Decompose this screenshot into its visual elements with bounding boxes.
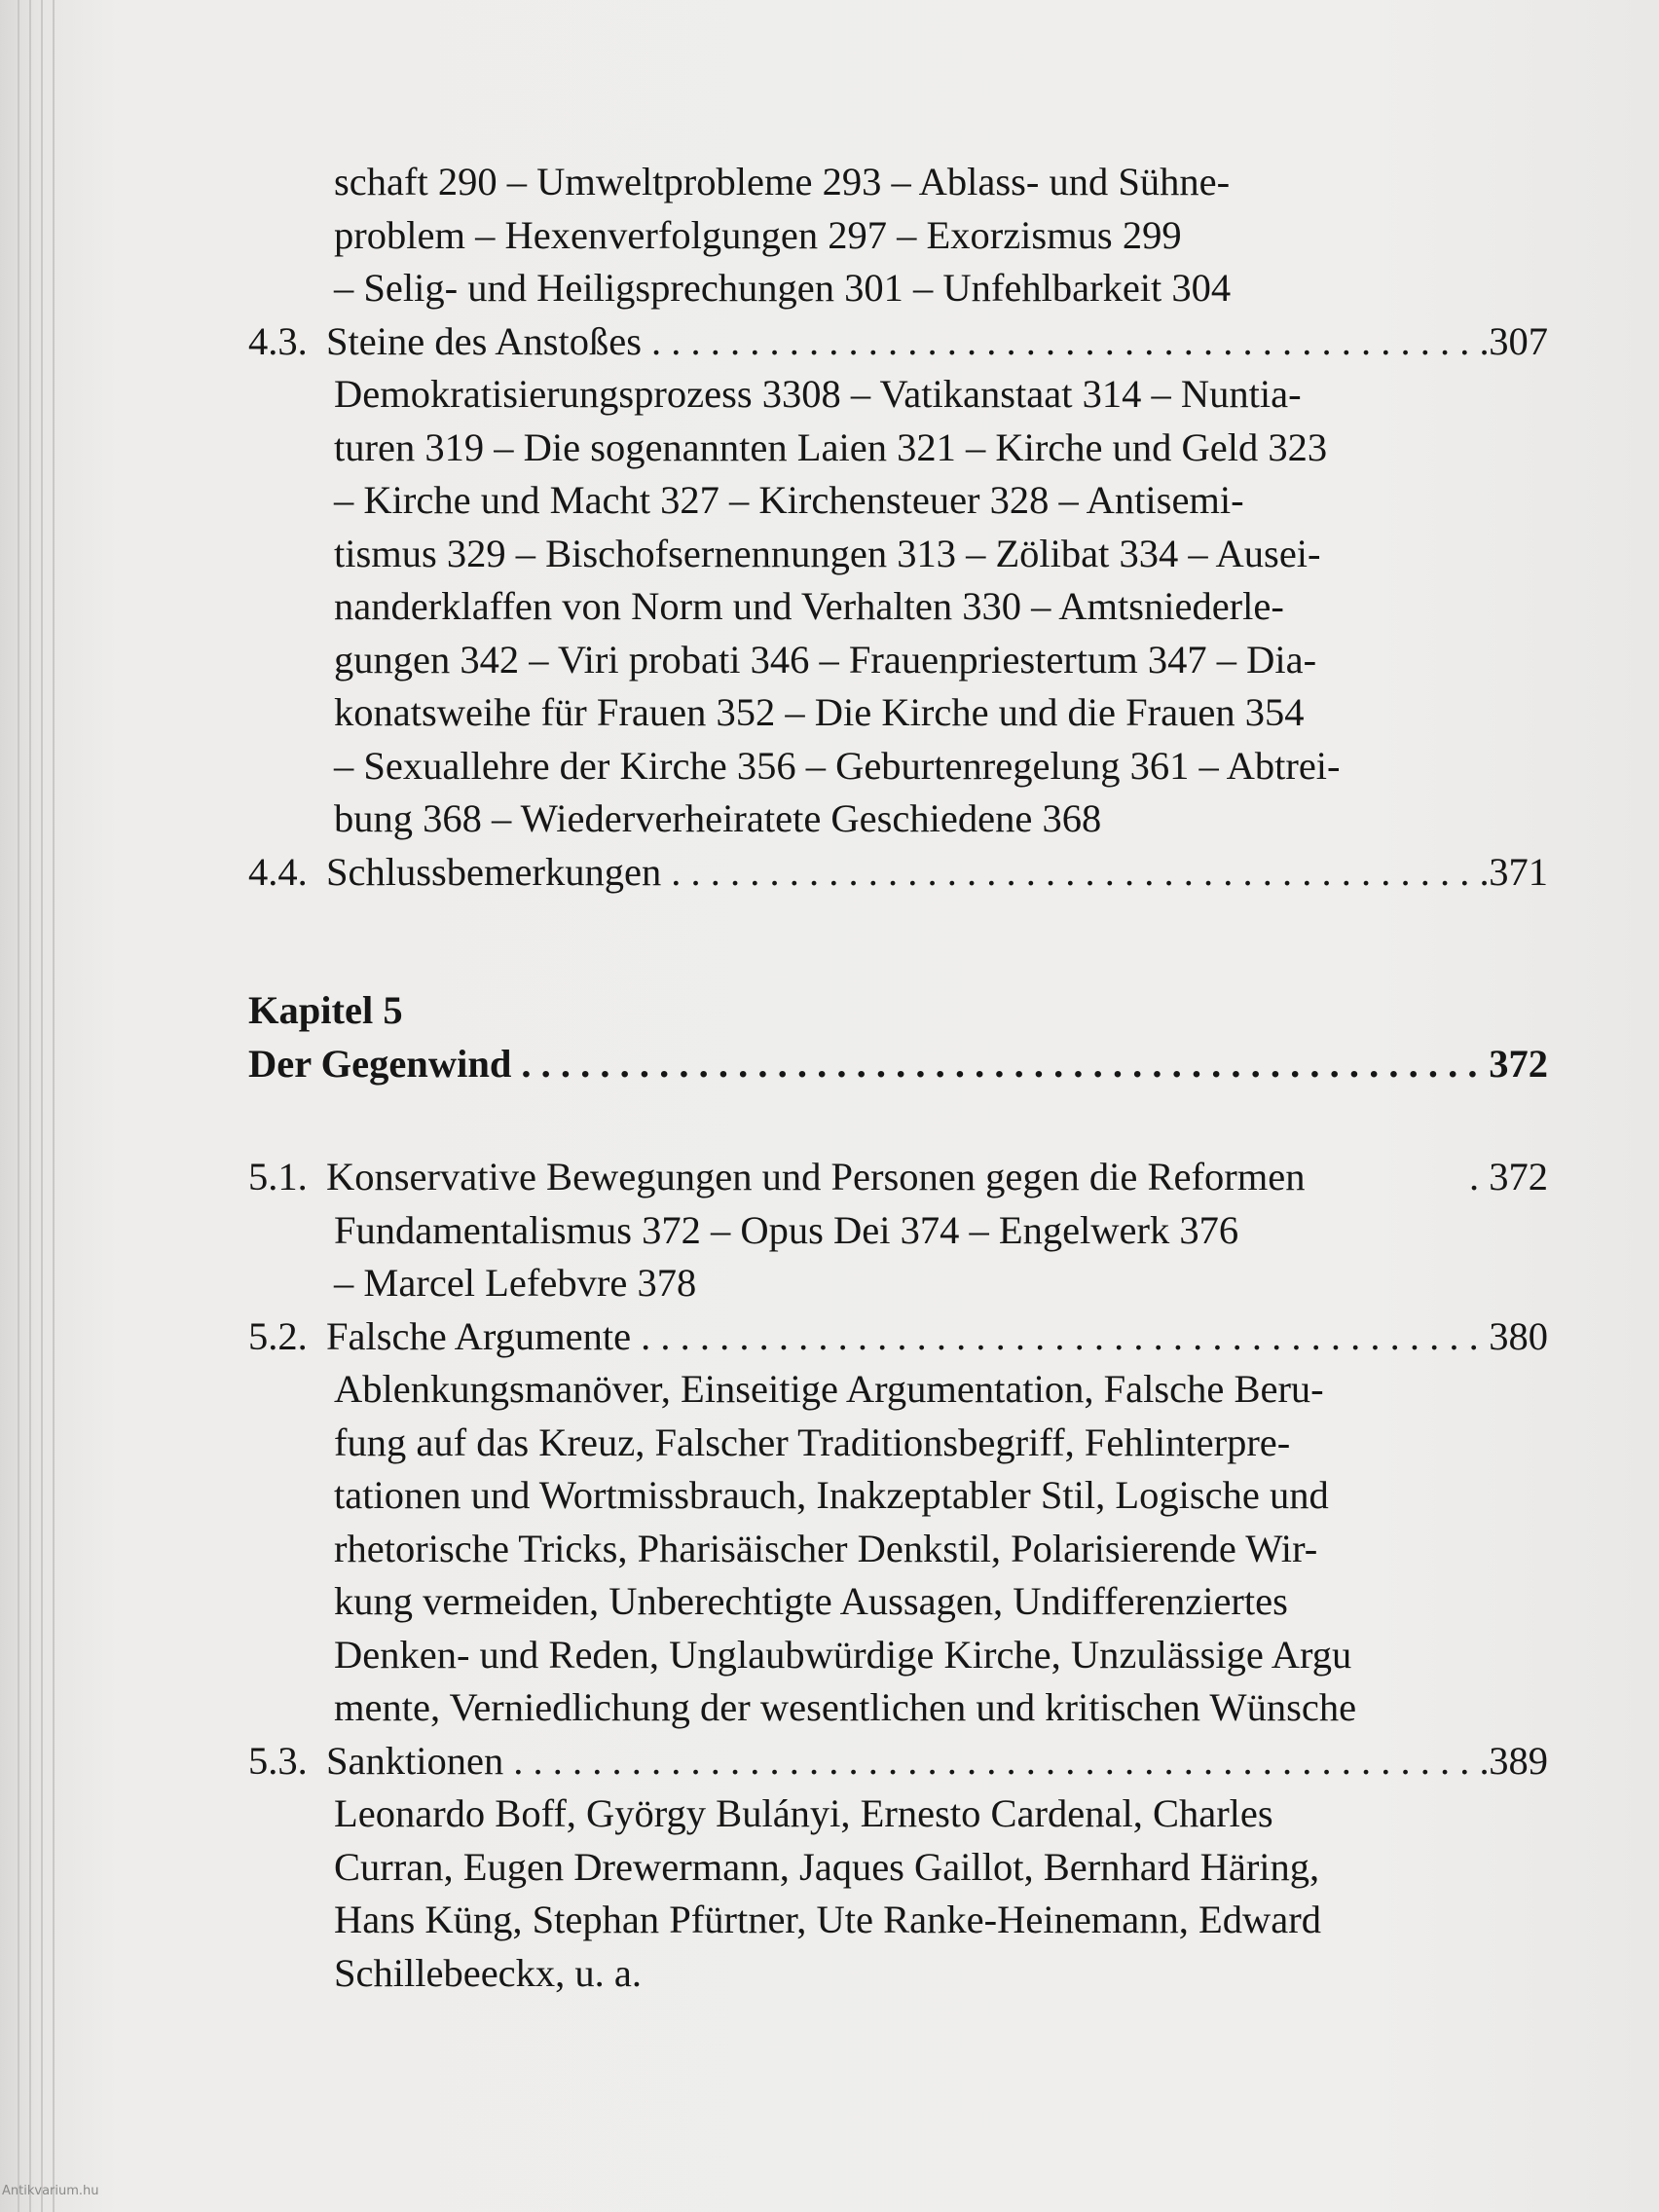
toc-line: tismus 329 – Bischofsernennungen 313 – Zölibat 334 – Ausei- xyxy=(334,531,1321,575)
toc-line: schaft 290 – Umweltprobleme 293 – Ablass- und Sühne- xyxy=(334,160,1231,203)
page-edge-line xyxy=(29,0,31,2212)
entry-title: Falsche Argumente xyxy=(326,1313,632,1358)
entry-number: 4.3. xyxy=(248,318,308,363)
watermark: Antikvarium.hu xyxy=(2,2184,99,2198)
toc-line: Demokratisierungsprozess 3308 – Vatikanstaat 314 – Nuntia- xyxy=(334,372,1302,416)
toc-line: kung vermeiden, Unberechtigte Aussagen, Undifferenziertes xyxy=(334,1579,1288,1623)
toc-entry-5-2[interactable] xyxy=(248,1310,1548,1364)
toc-line: turen 319 – Die sogenannten Laien 321 – Kirche und Geld 323 xyxy=(334,424,1328,469)
chapter-page: 372 xyxy=(1489,1041,1548,1086)
entry-description xyxy=(248,1788,1548,2000)
dot-leader xyxy=(661,846,1489,900)
page-edge-line xyxy=(18,0,19,2212)
toc-line: Leonardo Boff, György Bulányi, Ernesto Cardenal, Charles xyxy=(334,1791,1273,1835)
dot-leader xyxy=(642,315,1489,369)
chapter-title: Der Gegenwind xyxy=(248,1041,512,1086)
toc-line: problem – Hexenverfolgungen 297 – Exorzismus 299 xyxy=(334,212,1182,257)
dot-leader xyxy=(511,1038,1489,1091)
toc-line: Ablenkungsmanöver, Einseitige Argumentation, Falsche Beru- xyxy=(334,1367,1324,1411)
entry-title: Sanktionen xyxy=(326,1738,504,1783)
toc-line: – Marcel Lefebvre 378 xyxy=(334,1261,697,1305)
entry-description xyxy=(248,1363,1548,1735)
toc-entry-4-3[interactable] xyxy=(248,315,1548,369)
toc-line: Curran, Eugen Drewermann, Jaques Gaillot, Bernhard Häring, xyxy=(334,1844,1320,1889)
toc-line: tationen und Wortmissbrauch, Inakzeptabler Stil, Logische und xyxy=(334,1473,1329,1517)
entry-number: 4.4. xyxy=(248,849,308,894)
toc-entry-5-1[interactable] xyxy=(248,1151,1548,1204)
toc-line: gungen 342 – Viri probati 346 – Frauenpriestertum 347 – Dia- xyxy=(334,637,1317,682)
toc-line: mente, Verniedlichung der wesentlichen und kritischen Wünsche xyxy=(334,1685,1357,1729)
toc-line: konatsweihe für Frauen 352 – Die Kirche und die Frauen 354 xyxy=(334,690,1305,734)
entry-page: 380 xyxy=(1489,1313,1548,1358)
toc-line: fung auf das Kreuz, Falscher Traditionsbegriff, Fehlinterpre- xyxy=(334,1419,1291,1464)
page-edge-line xyxy=(41,0,43,2212)
entry-title: Konservative Bewegungen und Personen gegen die Reformen xyxy=(326,1155,1306,1198)
chapter-label: Kapitel 5 xyxy=(248,988,403,1032)
toc-line: – Selig- und Heiligsprechungen 301 – Unfehlbarkeit 304 xyxy=(334,266,1232,310)
entry-number: 5.2. xyxy=(248,1313,308,1358)
toc-line: nanderklaffen von Norm und Verhalten 330 – Amtsniederle- xyxy=(334,584,1284,628)
toc-line: Hans Küng, Stephan Pfürtner, Ute Ranke-Heinemann, Edward xyxy=(334,1898,1321,1941)
toc-line: – Kirche und Macht 327 – Kirchensteuer 328 – Antisemi- xyxy=(334,478,1244,522)
entry-description xyxy=(248,368,1548,846)
entry-page: 389 xyxy=(1489,1738,1548,1783)
toc-line: – Sexuallehre der Kirche 356 – Geburtenregelung 361 – Abtrei- xyxy=(334,743,1341,788)
table-of-contents xyxy=(248,156,1548,2000)
toc-line: Denken- und Reden, Unglaubwürdige Kirche, Unzulässige Argu xyxy=(334,1632,1352,1677)
entry-title: Schlussbemerkungen xyxy=(326,849,662,894)
entry-page: 371 xyxy=(1489,849,1548,894)
toc-line: Schillebeeckx, u. a. xyxy=(334,1950,643,1995)
toc-entry-4-4[interactable] xyxy=(248,846,1548,900)
toc-entry-5-3[interactable] xyxy=(248,1735,1548,1788)
toc-line: Fundamentalismus 372 – Opus Dei 374 – Engelwerk 376 xyxy=(334,1207,1239,1252)
toc-line: bung 368 – Wiederverheiratete Geschiedene 368 xyxy=(334,796,1102,840)
entry-description xyxy=(248,1204,1548,1310)
entry-title: Steine des Anstoßes xyxy=(326,318,642,363)
chapter-title-entry[interactable] xyxy=(248,1038,1548,1091)
entry-number: 5.1. xyxy=(248,1155,308,1198)
toc-continuation xyxy=(248,156,1548,315)
entry-page: . 372 xyxy=(1469,1155,1548,1198)
toc-line: rhetorische Tricks, Pharisäischer Denkstil, Polarisierende Wir- xyxy=(334,1526,1318,1570)
entry-number: 5.3. xyxy=(248,1738,308,1783)
entry-page: 307 xyxy=(1489,318,1548,363)
dot-leader xyxy=(503,1735,1489,1788)
page-edge-line xyxy=(53,0,55,2212)
dot-leader xyxy=(631,1310,1489,1364)
